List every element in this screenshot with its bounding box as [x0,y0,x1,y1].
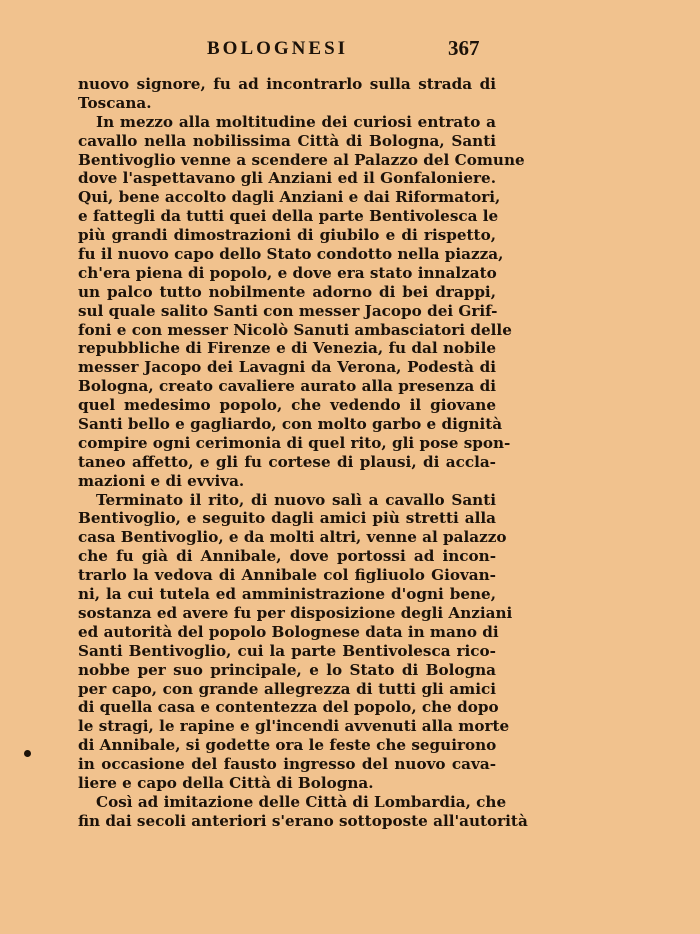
text-line: quel medesimo popolo, che vedendo il giovane [78,396,496,415]
text-line: messer Jacopo dei Lavagni da Verona, Podestà di [78,358,496,377]
text-line: taneo affetto, e gli fu cortese di plausi, di accla- [78,452,496,471]
text-line: repubbliche di Firenze e di Venezia, fu dal nobile [78,339,496,358]
text-line: più grandi dimostrazioni di giubilo e di rispetto, [78,226,496,245]
text-line: fu il nuovo capo dello Stato condotto nella piazza, [78,245,504,264]
text-line: ed autorità del popolo Bolognese data in mano di [78,622,499,641]
text-line: un palco tutto nobilmente adorno di bei drappi, [78,282,496,301]
text-line: casa Bentivoglio, e da molti altri, venne al palazzo [78,528,507,547]
running-head-title: BOLOGNESI [207,38,349,59]
text-line: Bologna, creato cavaliere aurato alla presenza di [78,377,496,396]
text-line: in occasione del fausto ingresso del nuovo cava- [78,755,496,774]
page-number: 367 [448,36,480,60]
text-line: Santi Bentivoglio, cui la parte Bentivolesca rico- [78,641,496,660]
text-line: che fu già di Annibale, dove portossi ad incon- [78,547,496,566]
text-line: di quella casa e contentezza del popolo, che dopo [78,698,499,717]
text-line: e fattegli da tutti quei della parte Bentivolesca le [78,207,499,226]
text-line: dove l'aspettavano gli Anziani ed il Gonfaloniere. [78,169,496,188]
text-line: Terminato il rito, di nuovo salì a cavallo Santi [96,490,496,509]
text-line: Bentivoglio venne a scendere al Palazzo del Comune [78,150,525,169]
text-line: liere e capo della Città di Bologna. [78,773,374,792]
text-line: Toscana. [78,93,152,112]
text-line: compire ogni cerimonia di quel rito, gli pose spon- [78,433,511,452]
text-line: ni, la cui tutela ed amministrazione d'ogni bene, [78,585,496,604]
ink-blot [24,750,31,757]
text-line: ch'era piena di popolo, e dove era stato innalzato [78,263,497,282]
text-line: nuovo signore, fu ad incontrarlo sulla strada di [78,75,496,93]
text-line: sul quale salito Santi con messer Jacopo dei Grif- [78,301,498,320]
text-line: In mezzo alla moltitudine dei curiosi entrato a [96,112,496,131]
text-line: per capo, con grande allegrezza di tutti gli amici [78,679,496,698]
text-line: Qui, bene accolto dagli Anziani e dai Riformatori, [78,188,501,207]
text-line: sostanza ed avere fu per disposizione degli Anziani [78,603,513,622]
text-line: cavallo nella nobilissima Città di Bologna, Santi [78,131,496,150]
text-line: fin dai secoli anteriori s'erano sottoposte all'autorità [78,811,528,830]
text-line: di Annibale, si godette ora le feste che seguirono [78,736,497,755]
text-line: Bentivoglio, e seguito dagli amici più stretti alla [78,509,496,528]
text-line: Così ad imitazione delle Città di Lombardia, che [96,792,507,811]
text-line: le stragi, le rapine e gl'incendi avvenuti alla morte [78,717,510,736]
text-line: nobbe per suo principale, e lo Stato di Bologna [78,660,496,679]
text-line: Santi bello e gagliardo, con molto garbo e dignità [78,415,503,434]
text-line: foni e con messer Nicolò Sanuti ambasciatori delle [78,320,512,339]
text-line: trarlo la vedova di Annibale col figliuolo Giovan- [78,566,496,585]
body-text [78,75,528,831]
text-line: mazioni e di evviva. [78,471,245,490]
